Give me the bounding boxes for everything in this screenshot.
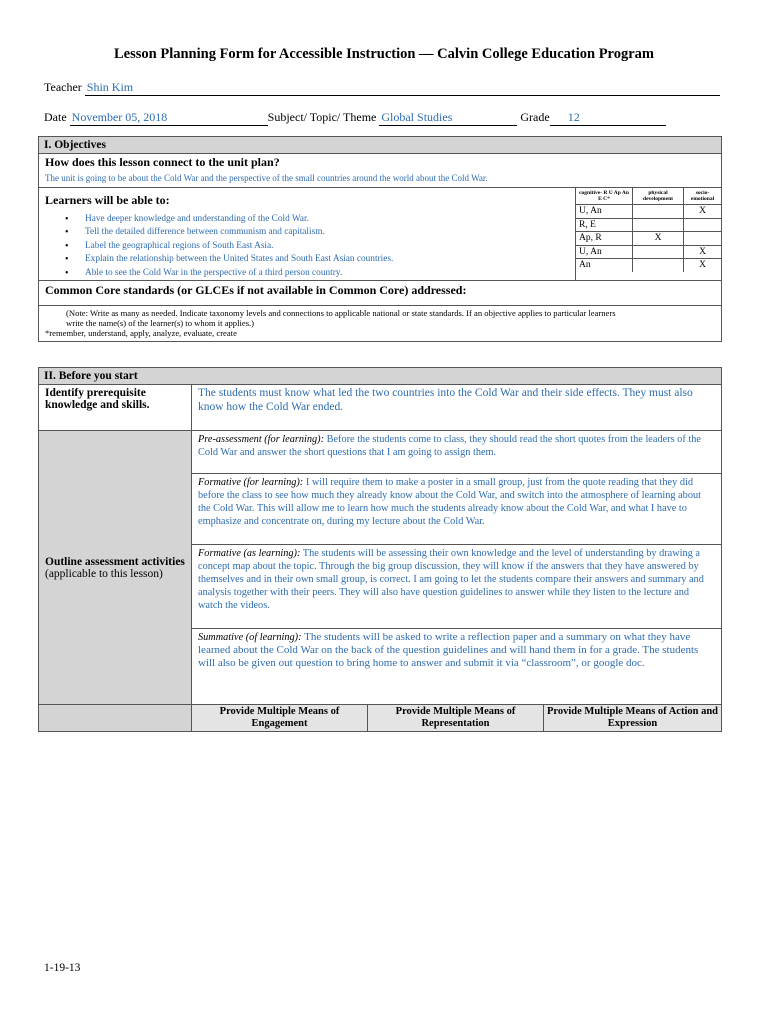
note-row <box>39 306 721 341</box>
taxonomy-cell[interactable] <box>633 245 684 259</box>
taxonomy-cell[interactable]: U, An <box>576 205 633 219</box>
summative-label: Summative (of learning): <box>198 632 302 643</box>
udl-header-row <box>39 705 721 731</box>
objective-item[interactable]: • Tell the detailed difference between communism and capitalism. <box>65 227 325 239</box>
formative-for-learning-box[interactable] <box>192 474 721 545</box>
assessment-label: Outline assessment activities <box>45 555 185 568</box>
formative-as-learning-label: Formative (as learning): <box>198 548 301 559</box>
taxonomy-header-physical: physical development <box>633 188 684 205</box>
prerequisite-text[interactable]: The students must know what led the two countries into the Cold War and their side effects. They must also know how the Cold War ended. <box>198 387 693 413</box>
teacher-value[interactable]: Shin Kim <box>85 80 720 96</box>
unit-connection-question: How does this lesson connect to the unit plan? <box>45 155 280 169</box>
assessment-row <box>39 431 721 705</box>
objective-item[interactable]: • Label the geographical regions of South East Asia. <box>65 240 274 252</box>
assessment-label-cell <box>39 431 192 704</box>
teacher-label: Teacher <box>44 80 82 94</box>
udl-representation-header: Provide Multiple Means of Representation <box>368 705 544 731</box>
unit-connection-row <box>39 154 721 188</box>
taxonomy-cell[interactable] <box>633 205 684 219</box>
subject-label: Subject/ Topic/ Theme <box>267 110 377 124</box>
before-you-start-heading: II. Before you start <box>39 368 721 385</box>
date-subject-grade-field <box>44 110 666 126</box>
taxonomy-row <box>576 218 721 232</box>
taxonomy-header-socio: socio- emotional <box>684 188 722 205</box>
bullet-icon: • <box>65 214 69 225</box>
objective-item[interactable]: • Have deeper knowledge and understanding of the Cold War. <box>65 214 309 225</box>
taxonomy-cell[interactable] <box>633 259 684 272</box>
pre-assessment-text: Before the students come to class, they should read the short quotes from the leaders of the Cold War and answer the short questions that I am going to assign them. <box>198 434 701 458</box>
footer-date: 1-19-13 <box>44 962 81 974</box>
udl-engagement-header: Provide Multiple Means of Engagement <box>192 705 368 731</box>
formative-for-learning-label: Formative (for learning): <box>198 477 304 488</box>
subject-value[interactable]: Global Studies <box>379 110 517 126</box>
assessment-boxes <box>192 431 721 704</box>
taxonomy-cell[interactable]: X <box>684 259 722 272</box>
learners-objectives <box>39 188 576 280</box>
note-line-2: write the name(s) of the learner(s) to whom it applies.) <box>66 317 255 328</box>
date-label: Date <box>44 110 67 124</box>
taxonomy-header-cognitive: cognitive- R U Ap An E C* <box>576 188 633 205</box>
taxonomy-cell[interactable]: U, An <box>576 245 633 259</box>
udl-blank-cell <box>39 705 192 731</box>
taxonomy-row <box>576 205 721 219</box>
bullet-icon: • <box>65 227 69 239</box>
bullet-icon: • <box>65 240 69 252</box>
common-core-label: Common Core standards (or GLCEs if not available in Common Core) addressed: <box>45 282 467 297</box>
taxonomy-cell[interactable]: X <box>684 245 722 259</box>
teacher-field <box>44 80 720 96</box>
unit-connection-answer[interactable]: The unit is going to be about the Cold War and the perspective of the small countries around the world about the Cold War. <box>45 173 488 183</box>
taxonomy-cell[interactable]: An <box>579 260 591 271</box>
summative-text: The students will be asked to write a reflection paper and a summary on what they have learned about the Cold War on the back of the question guidelines and will hand them in for a grade. The students will also be given out question to bring home to answer and submit it via “classroom”, or google doc. <box>198 631 699 669</box>
bullet-icon: • <box>65 254 69 266</box>
grade-value[interactable]: 12 <box>550 110 666 126</box>
learners-row <box>39 188 721 281</box>
formative-as-learning-text: The students will be assessing their own knowledge and the level of understanding by drawing a concept map about the topic. Through the big group discussion, they will know if the answers that they have answered by themselves and in their own small group, is correct. I am going to let the students compare their answers and summary and analysis together with their peers. They will also have question guidelines to answer while they listen to the lecture and watch the videos. <box>198 548 704 611</box>
taxonomy-cell[interactable]: Ap, R <box>576 232 633 246</box>
taxonomy-cell[interactable]: X <box>633 232 684 246</box>
date-value[interactable]: November 05, 2018 <box>70 110 268 126</box>
before-you-start-section <box>38 367 722 732</box>
bullet-icon: • <box>65 267 69 279</box>
objective-item[interactable]: • Able to see the Cold War in the perspective of a third person country. <box>65 267 343 279</box>
summative-box[interactable] <box>192 629 721 704</box>
taxonomy-cell[interactable]: X <box>684 205 722 219</box>
objectives-heading: I. Objectives <box>39 137 721 154</box>
taxonomy-row <box>576 259 721 272</box>
objectives-section <box>38 136 722 342</box>
taxonomy-row <box>576 232 721 246</box>
objectives-list <box>39 213 575 280</box>
objective-item[interactable]: • Explain the relationship between the United States and South East Asian countries. <box>65 254 394 266</box>
taxonomy-table-wrap <box>576 188 721 280</box>
taxonomy-cell[interactable] <box>633 218 684 232</box>
page-title: Lesson Planning Form for Accessible Instruction — Calvin College Education Program <box>114 46 654 62</box>
common-core-row <box>39 281 721 306</box>
taxonomy-note <box>39 306 721 341</box>
note-line-1: (Note: Write as many as needed. Indicate taxonomy levels and connections to applicable national or state standards. If an objective applies to particular learners <box>66 307 616 318</box>
taxonomy-table <box>576 188 721 272</box>
assessment-sublabel: (applicable to this lesson) <box>45 567 163 580</box>
udl-action-expression-header: Provide Multiple Means of Action and Expression <box>544 705 721 731</box>
pre-assessment-box[interactable] <box>192 431 721 474</box>
learners-label: Learners will be able to: <box>45 193 170 207</box>
taxonomy-cell[interactable] <box>684 232 722 246</box>
taxonomy-cell[interactable]: R, E <box>576 218 633 232</box>
taxonomy-cell[interactable] <box>684 218 722 232</box>
prerequisite-row <box>39 385 721 431</box>
note-line-3: *remember, understand, apply, analyze, evaluate, create <box>45 327 237 338</box>
formative-as-learning-box[interactable] <box>192 545 721 629</box>
prerequisite-label: Identify prerequisite knowledge and skills. <box>39 385 192 430</box>
grade-label: Grade <box>520 110 550 124</box>
taxonomy-row <box>576 245 721 259</box>
pre-assessment-label: Pre-assessment (for learning): <box>198 434 325 445</box>
formative-for-learning-text: I will require them to make a poster in a small group, just from the quote reading that they did before the class to see how much they already know about the Cold War, and switch into the atmosphere of learning about the Cold War. This will allow me to learn how much the students already know about the Cold War, and what I have to emphasize and concentrate on, during my lecture about the Cold War. <box>198 477 701 527</box>
